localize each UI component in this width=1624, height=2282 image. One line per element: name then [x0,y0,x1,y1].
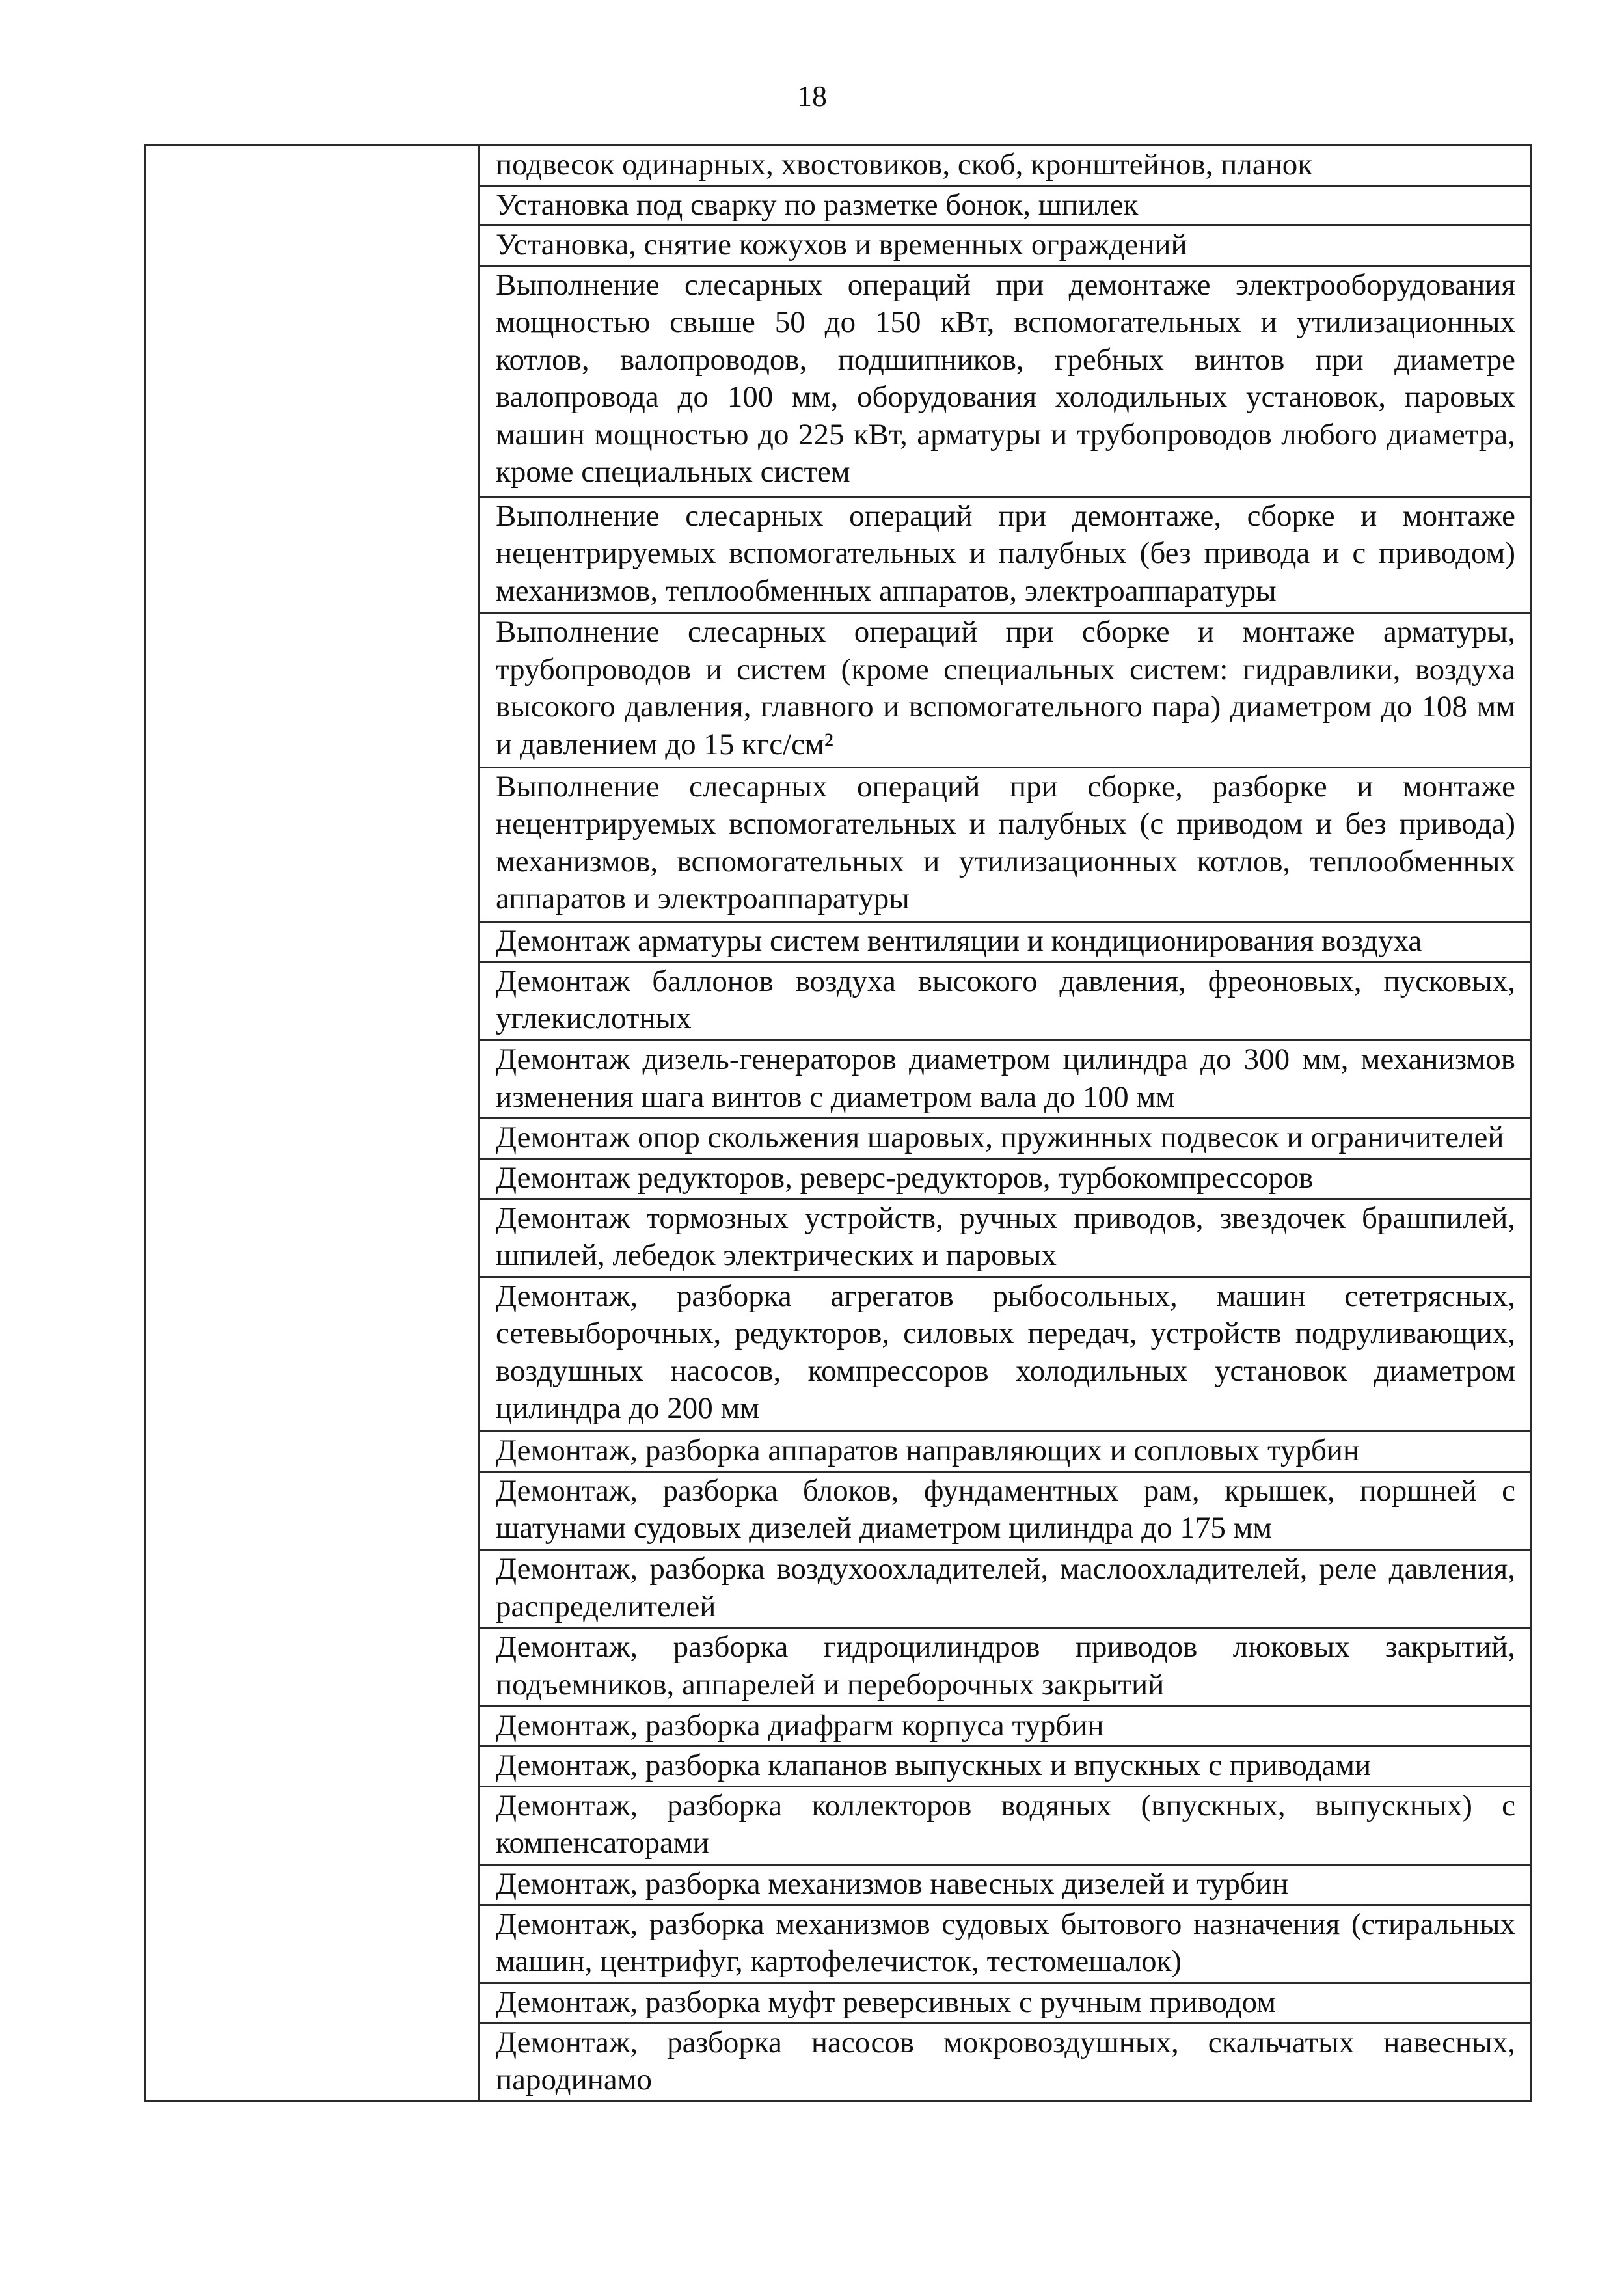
work-item-cell: Демонтаж, разборка коллекторов водяных (впускных, выпускных) с компенсаторами [480,1786,1531,1864]
work-item-cell: Демонтаж, разборка муфт реверсивных с ручным приводом [480,1983,1531,2023]
work-items-table [144,144,1532,2102]
work-item-cell: Выполнение слесарных операций при демонтаже электрооборудования мощностью свыше 50 до 150 кВт, вспомогательных и утилизационных котлов, валопроводов, подшипников, гребных винтов при диаметре валопровода до 100 мм, оборудования холодильных установок, паровых машин мощностью до 225 кВт, арматуры и трубопроводов любого диаметра, кроме специальных систем [480,265,1531,496]
work-item-cell: Демонтаж, разборка агрегатов рыбосольных, машин сететрясных, сетевыборочных, редукторов, силовых передач, устройств подруливающих, воздушных насосов, компрессоров холодильных установок диаметром цилиндра до 200 мм [480,1277,1531,1431]
work-item-cell: Демонтаж, разборка механизмов судовых бытового назначения (стиральных машин, центрифуг, картофелечисток, тестомешалок) [480,1905,1531,1983]
work-item-cell: Установка, снятие кожухов и временных ограждений [480,226,1531,266]
work-item-cell: Установка под сварку по разметке бонок, шпилек [480,185,1531,226]
page-number: 18 [797,79,827,113]
work-item-cell: Демонтаж арматуры систем вентиляции и кондиционирования воздуха [480,922,1531,962]
work-item-cell: Демонтаж, разборка механизмов навесных дизелей и турбин [480,1865,1531,1905]
work-item-cell: Демонтаж, разборка клапанов выпускных и впускных с приводами [480,1746,1531,1787]
work-item-cell: Демонтаж, разборка гидроцилиндров приводов люковых закрытий, подъемников, аппарелей и переборочных закрытий [480,1628,1531,1706]
work-item-cell: Демонтаж, разборка аппаратов направляющих и сопловых турбин [480,1432,1531,1472]
work-item-cell: Выполнение слесарных операций при сборке, разборке и монтаже нецентрируемых вспомогательных и палубных (с приводом и без привода) механизмов, вспомогательных и утилизационных котлов, теплообменных аппаратов и электроаппаратуры [480,767,1531,921]
work-item-cell: Демонтаж редукторов, реверс-редукторов, турбокомпрессоров [480,1158,1531,1199]
work-item-cell: Демонтаж, разборка диафрагм корпуса турбин [480,1706,1531,1746]
work-item-cell: Демонтаж, разборка блоков, фундаментных рам, крышек, поршней с шатунами судовых дизелей диаметром цилиндра до 175 мм [480,1471,1531,1549]
table-row [146,146,1531,186]
work-item-cell: Выполнение слесарных операций при сборке и монтаже арматуры, трубопроводов и систем (кроме специальных систем: гидравлики, воздуха высокого давления, главного и вспомогательного пара) диаметром до 108 мм и давлением до 15 кгс/см² [480,613,1531,767]
left-column-cell [146,146,480,2102]
work-item-cell: Демонтаж, разборка насосов мокровоздушных, скальчатых навесных, пародинамо [480,2023,1531,2101]
work-item-cell: Демонтаж дизель-генераторов диаметром цилиндра до 300 мм, механизмов изменения шага винтов с диаметром вала до 100 мм [480,1040,1531,1119]
work-item-cell: Демонтаж, разборка воздухоохладителей, маслоохладителей, реле давления, распределителей [480,1550,1531,1628]
work-item-cell: подвесок одинарных, хвостовиков, скоб, кронштейнов, планок [480,146,1531,186]
work-item-cell: Демонтаж тормозных устройств, ручных приводов, звездочек брашпилей, шпилей, лебедок электрических и паровых [480,1199,1531,1277]
work-item-cell: Выполнение слесарных операций при демонтаже, сборке и монтаже нецентрируемых вспомогательных и палубных (без привода и с приводом) механизмов, теплообменных аппаратов, электроаппаратуры [480,496,1531,613]
work-item-cell: Демонтаж опор скольжения шаровых, пружинных подвесок и ограничителей [480,1119,1531,1159]
work-item-cell: Демонтаж баллонов воздуха высокого давления, фреоновых, пусковых, углекислотных [480,962,1531,1040]
